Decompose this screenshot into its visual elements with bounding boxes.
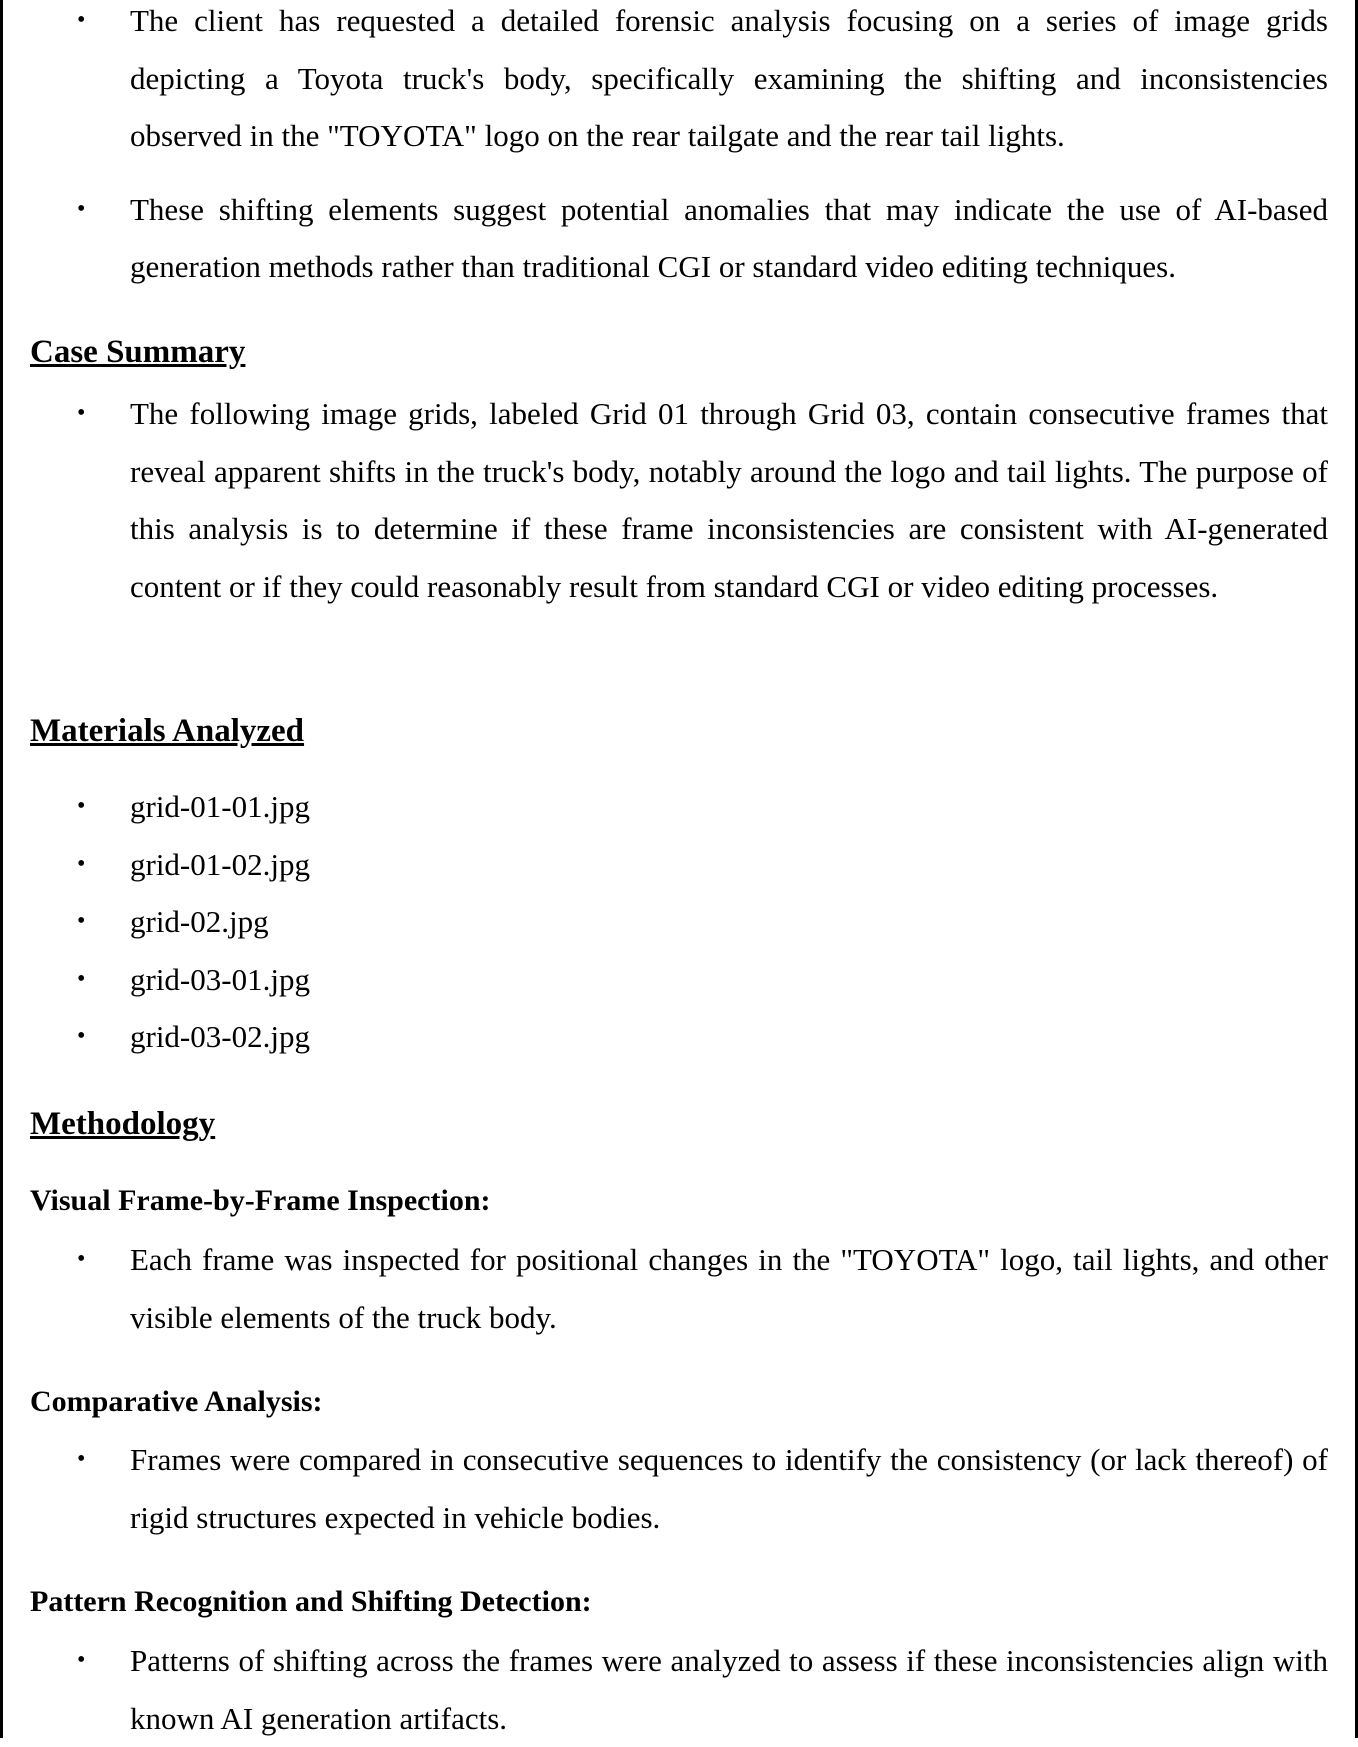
- case-summary-heading: Case Summary: [30, 334, 246, 370]
- list-item-text: These shifting elements suggest potential anomalies that may indicate the use of AI-based generation methods rather than traditional CGI or standard video editing techniques.: [130, 191, 1328, 284]
- bullet-icon: •: [77, 400, 86, 426]
- bullet-icon: •: [77, 1446, 86, 1472]
- file-name: grid-02.jpg: [130, 904, 269, 939]
- method-step-title: Comparative Analysis:: [30, 1385, 323, 1418]
- bullet-icon: •: [77, 1246, 86, 1272]
- materials-heading-block: [30, 711, 1328, 751]
- list-item: [30, 385, 1328, 615]
- method-step-2: [30, 1431, 1328, 1546]
- bullet-icon: •: [77, 850, 86, 877]
- methodology-heading: Methodology: [30, 1106, 216, 1142]
- materials-section: [30, 778, 1328, 1066]
- method-step-3: [30, 1632, 1328, 1747]
- case-summary-section: [30, 385, 1328, 615]
- case-summary-list: [30, 385, 1328, 615]
- bullet-icon: •: [77, 1647, 86, 1673]
- list-item-text: Frames were compared in consecutive sequences to identify the consistency (or lack thereof) of rigid structures expected in vehicle bodies.: [130, 1442, 1328, 1535]
- list-item: [30, 1431, 1328, 1546]
- intro-list: [30, 0, 1328, 296]
- case-summary-heading-block: [30, 332, 1328, 372]
- file-item: [30, 778, 1328, 836]
- bullet-icon: •: [77, 908, 86, 934]
- file-name: grid-01-01.jpg: [130, 789, 310, 824]
- method-step-2-title-block: [30, 1382, 1328, 1422]
- list-item-text: Each frame was inspected for positional changes in the "TOYOTA" logo, tail lights, and other visible elements of the truck body.: [130, 1242, 1328, 1335]
- file-name: grid-03-01.jpg: [130, 961, 310, 997]
- list-item: [30, 0, 1328, 165]
- bullet-icon: •: [77, 195, 86, 222]
- bullet-icon: •: [77, 965, 86, 992]
- file-name: grid-03-02.jpg: [130, 1019, 310, 1054]
- file-item: [30, 951, 1328, 1009]
- list-item: [30, 181, 1328, 296]
- method-step-title: Pattern Recognition and Shifting Detection:: [30, 1585, 592, 1618]
- intro-section: [30, 0, 1328, 296]
- list-item-text: The following image grids, labeled Grid 01 through Grid 03, contain consecutive frames that reveal apparent shifts in the truck's body, notably around the logo and tail lights. The purpose of this analysis is to determine if these frame inconsistencies are consistent with AI-generated content or if they could reasonably result from standard CGI or video editing processes.: [130, 396, 1328, 604]
- file-item: [30, 1008, 1328, 1066]
- method-step-list: [30, 1431, 1328, 1546]
- method-step-3-title-block: [30, 1582, 1328, 1622]
- bullet-icon: •: [77, 7, 86, 33]
- bullet-icon: •: [77, 1023, 86, 1049]
- list-item-text: Patterns of shifting across the frames were analyzed to assess if these inconsistencies align with known AI generation artifacts.: [130, 1643, 1328, 1736]
- list-item: [30, 1632, 1328, 1747]
- method-step-title: Visual Frame-by-Frame Inspection:: [30, 1184, 491, 1217]
- method-step-list: [30, 1231, 1328, 1346]
- file-item: [30, 836, 1328, 894]
- methodology-heading-block: [30, 1104, 1328, 1144]
- method-step-1: [30, 1231, 1328, 1346]
- method-step-1-title-block: [30, 1181, 1328, 1221]
- materials-heading: Materials Analyzed: [30, 713, 305, 749]
- method-step-list: [30, 1632, 1328, 1747]
- list-item: [30, 1231, 1328, 1346]
- bullet-icon: •: [77, 793, 86, 819]
- file-name: grid-01-02.jpg: [130, 846, 310, 882]
- list-item-text: The client has requested a detailed forensic analysis focusing on a series of image grids depicting a Toyota truck's body, specifically examining the shifting and inconsistencies observed in the "TOYOTA" logo on the rear tailgate and the rear tail lights.: [130, 3, 1328, 153]
- file-item: [30, 893, 1328, 951]
- materials-list: [30, 778, 1328, 1066]
